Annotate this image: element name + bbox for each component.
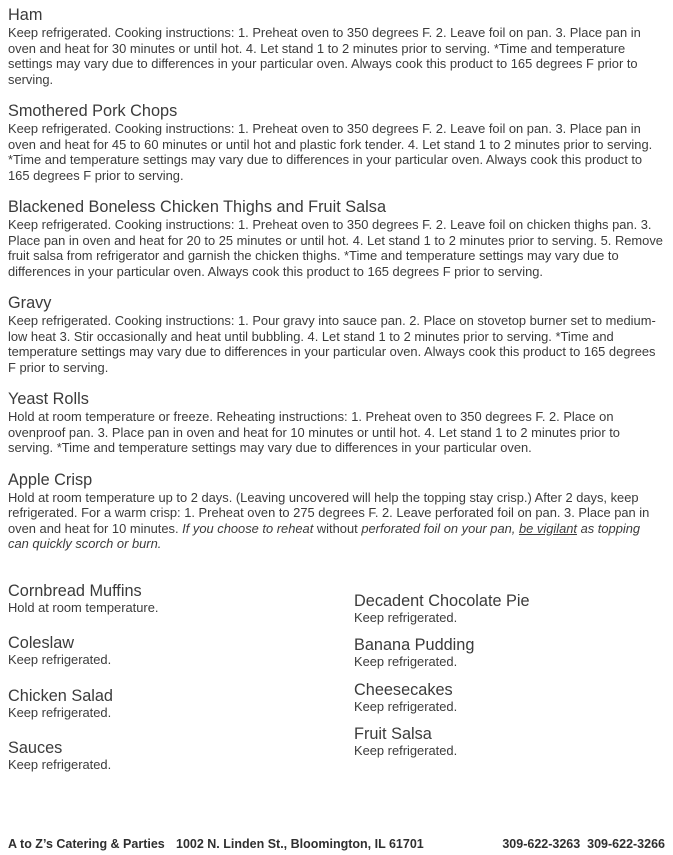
simple-items-columns xyxy=(8,582,663,792)
list-item-coleslaw xyxy=(8,634,354,668)
item-note: Keep refrigerated. xyxy=(354,743,458,758)
list-item-cheesecakes xyxy=(354,681,663,715)
section-body: Hold at room temperature or freeze. Reheating instructions: 1. Preheat oven to 350 degrees F. 2. Place on ovenproof pan. 3. Place pan in oven and heat for 10 minutes or until hot. 4. Let stand 1 to 2 minutes prior to serving. *Time and temperature settings may vary due to differences in your particular oven. xyxy=(8,409,620,455)
section-body: Keep refrigerated. Cooking instructions: 1. Pour gravy into sauce pan. 2. Place on stovetop burner set to medium-low heat 3. Stir occasionally and heat until bubbling. 4. Let stand 1 to 2 minutes prior to serving. *Time and temperature settings may vary due to differences in your particular oven. Always cook this product to 165 degrees F prior to serving. xyxy=(8,313,656,375)
section-blackened-chicken-thighs xyxy=(8,198,663,279)
item-note: Keep refrigerated. xyxy=(354,654,458,669)
list-item-decadent-chocolate-pie xyxy=(354,592,663,626)
footer-address: 1002 N. Linden St., Bloomington, IL 61701 xyxy=(176,837,424,851)
section-gravy xyxy=(8,294,663,375)
section-title: Blackened Boneless Chicken Thighs and Fruit Salsa xyxy=(8,198,386,216)
simple-items-right-column xyxy=(354,582,663,792)
list-item-banana-pudding xyxy=(354,636,663,670)
section-ham xyxy=(8,6,663,87)
item-note: Keep refrigerated. xyxy=(8,652,112,667)
list-item-fruit-salsa xyxy=(354,725,663,759)
section-title: Smothered Pork Chops xyxy=(8,102,178,120)
item-title: Coleslaw xyxy=(8,634,75,652)
item-title: Fruit Salsa xyxy=(354,725,432,743)
item-note: Keep refrigerated. xyxy=(8,757,112,772)
item-title: Decadent Chocolate Pie xyxy=(354,591,530,610)
section-body: Keep refrigerated. Cooking instructions: 1. Preheat oven to 350 degrees F. 2. Leave foil on pan. 3. Place pan in oven and heat for 45 to 60 minutes or until hot and plastic fork tender. 4. Let stand 1 to 2 minutes prior to serving. *Time and temperature settings may vary due to differences in your particular oven. Always cook this product to 165 degrees F prior to serving. xyxy=(8,121,653,183)
item-title: Chicken Salad xyxy=(8,686,113,705)
item-note: Keep refrigerated. xyxy=(8,704,112,720)
item-note: Hold at room temperature. xyxy=(8,599,159,615)
section-smothered-pork-chops xyxy=(8,102,663,183)
list-item-chicken-salad xyxy=(8,687,354,721)
footer-phone-numbers: 309-622-3263 309-622-3266 xyxy=(502,837,665,851)
section-title: Ham xyxy=(8,6,43,24)
list-item-cornbread-muffins xyxy=(8,582,354,616)
section-yeast-rolls xyxy=(8,390,663,456)
footer-business-name: A to Z’s Catering & Parties xyxy=(8,837,165,851)
list-item-sauces xyxy=(8,739,354,773)
item-note: Keep refrigerated. xyxy=(354,698,458,714)
footer xyxy=(8,837,665,851)
section-body: Hold at room temperature up to 2 days. (Leaving uncovered will help the topping stay crisp.) After 2 days, keep refrigerated. For a warm crisp: 1. Preheat oven to 275 degrees F. 2. Leave perforated foil on pan. 3. Place pan in oven and heat for 10 minutes. If you choose to reheat without perforated foil on your pan, be vigilant as topping can quickly scorch or burn. xyxy=(8,489,650,551)
section-body: Keep refrigerated. Cooking instructions: 1. Preheat oven to 350 degrees F. 2. Leave foil on chicken thighs pan. 3. Place pan in oven and heat for 20 to 25 minutes or until hot. 4. Let stand 1 to 2 minutes prior to serving. 5. Remove fruit salsa from refrigerator and garnish the chicken thighs. *Time and temperature settings may vary due to differences in your particular oven. Always cook this product to 165 degrees F prior to serving. xyxy=(8,217,663,279)
item-title: Banana Pudding xyxy=(354,636,475,654)
item-title: Sauces xyxy=(8,739,63,757)
item-title: Cheesecakes xyxy=(354,680,453,699)
section-title: Gravy xyxy=(8,294,52,312)
simple-items-left-column xyxy=(8,582,354,792)
section-apple-crisp xyxy=(8,471,663,552)
section-title: Apple Crisp xyxy=(8,470,93,489)
section-body: Keep refrigerated. Cooking instructions: 1. Preheat oven to 350 degrees F. 2. Leave foil on pan. 3. Place pan in oven and heat for 30 minutes or until hot. 4. Let stand 1 to 2 minutes prior to serving. *Time and temperature settings may vary due to differences in your particular oven. Always cook this product to 165 degrees F prior to serving. xyxy=(8,25,641,87)
item-title: Cornbread Muffins xyxy=(8,581,142,600)
item-note: Keep refrigerated. xyxy=(354,609,458,625)
section-title: Yeast Rolls xyxy=(8,390,89,408)
